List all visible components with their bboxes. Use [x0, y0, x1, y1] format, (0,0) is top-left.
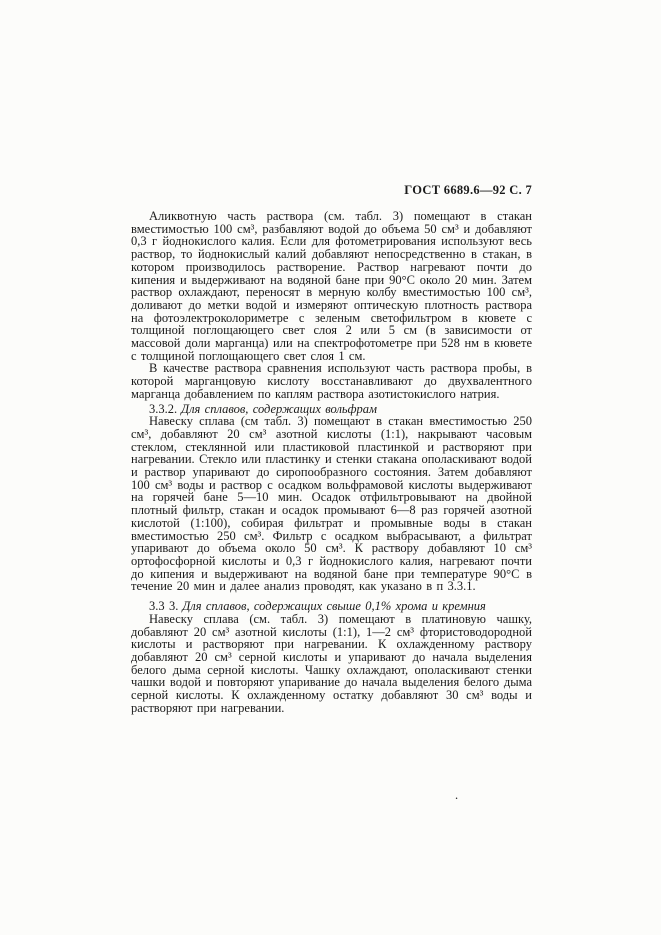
- section-title: Для сплавов, содержащих вольфрам: [181, 401, 377, 416]
- section-number: 3.3.2.: [149, 401, 178, 416]
- section-heading-333: [131, 600, 532, 613]
- document-header: ГОСТ 6689.6—92 С. 7: [404, 183, 532, 197]
- paragraph-tungsten-alloys: Навеску сплава (см табл. 3) помещают в стакан вместимостью 250 см³, добавляют 20 см³ азотной кислоты (1:1), накрывают часовым стеклом, стеклянной или пластиковой пластинкой и растворяют при нагревании. Стекло или пластинку и стенки стакана ополаскивают водой и раствор упаривают до сиропообразного состояния. Затем добавляют 100 см³ воды и раствор с осадком вольфрамовой кислоты выдерживают на горячей бане 5—10 мин. Осадок отфильтровывают на двойной плотный фильтр, стакан и осадок промывают 6—8 раз горячей азотной кислотой (1:100), собирая фильтрат и промывные воды в стакан вместимостью 250 см³. Фильтр с осадком выбрасывают, а фильтрат упаривают до объема около 50 см³. К раствору добавляют 10 см³ ортофосфорной кислоты и 0,3 г йоднокислого калия, нагревают почти до кипения и выдерживают на водяной бане при температуре 90°С в течение 20 мин и далее анализ проводят, как указано в п 3.3.1.: [131, 414, 532, 594]
- paragraph-reference-solution: В качестве раствора сравнения используют часть раствора пробы, в которой марганцовую кислоту восстанавливают до двухвалентного марганца добавлением по каплям раствора азотистокислого натрия.: [131, 361, 532, 401]
- section-title: Для сплавов, содержащих свыше 0,1% хрома и кремния: [182, 599, 486, 614]
- text-column: [131, 183, 532, 714]
- paragraph-aliquot: Аликвотную часть раствора (см. табл. 3) помещают в стакан вместимостью 100 см³, разбавляют водой до объема 50 см³ и добавляют 0,3 г йоднокислого калия. Если для фотометрирования используют весь раствор, то йоднокислый калий добавляют непосредственно в стакан, в котором производилось растворение. Раствор нагревают почти до кипения и выдерживают на водяной бане при 90°С около 20 мин. Затем раствор охлаждают, переносят в мерную колбу вместимостью 100 см³, доливают до метки водой и измеряют оптическую плотность раствора на фотоэлектроколориметре с зеленым светофильтром в кювете с толщиной поглощающего свет слоя 2 или 5 см (в зависимости от массовой доли марганца) или на спектрофотометре при 528 нм в кювете с толщиной поглощающего свет слоя 1 см.: [131, 209, 532, 363]
- paragraph-chromium-silicon-alloys: Навеску сплава (см. табл. 3) помещают в платиновую чашку, добавляют 20 см³ азотной кислоты (1:1), 1—2 см³ фтористоводородной кислоты и растворяют при нагревании. К охлажденному раствору добавляют 20 см³ серной кислоты и упаривают до начала выделения белого дыма серной кислоты. Чашку охлаждают, ополаскивают стенки чашки водой и повторяют упаривание до начала выделения белого дыма серной кислоты. К охлажденному остатку добавляют 30 см³ воды и растворяют при нагревании.: [131, 611, 532, 715]
- section-number: 3.3 3.: [149, 599, 179, 614]
- stray-dot-mark: .: [455, 788, 459, 802]
